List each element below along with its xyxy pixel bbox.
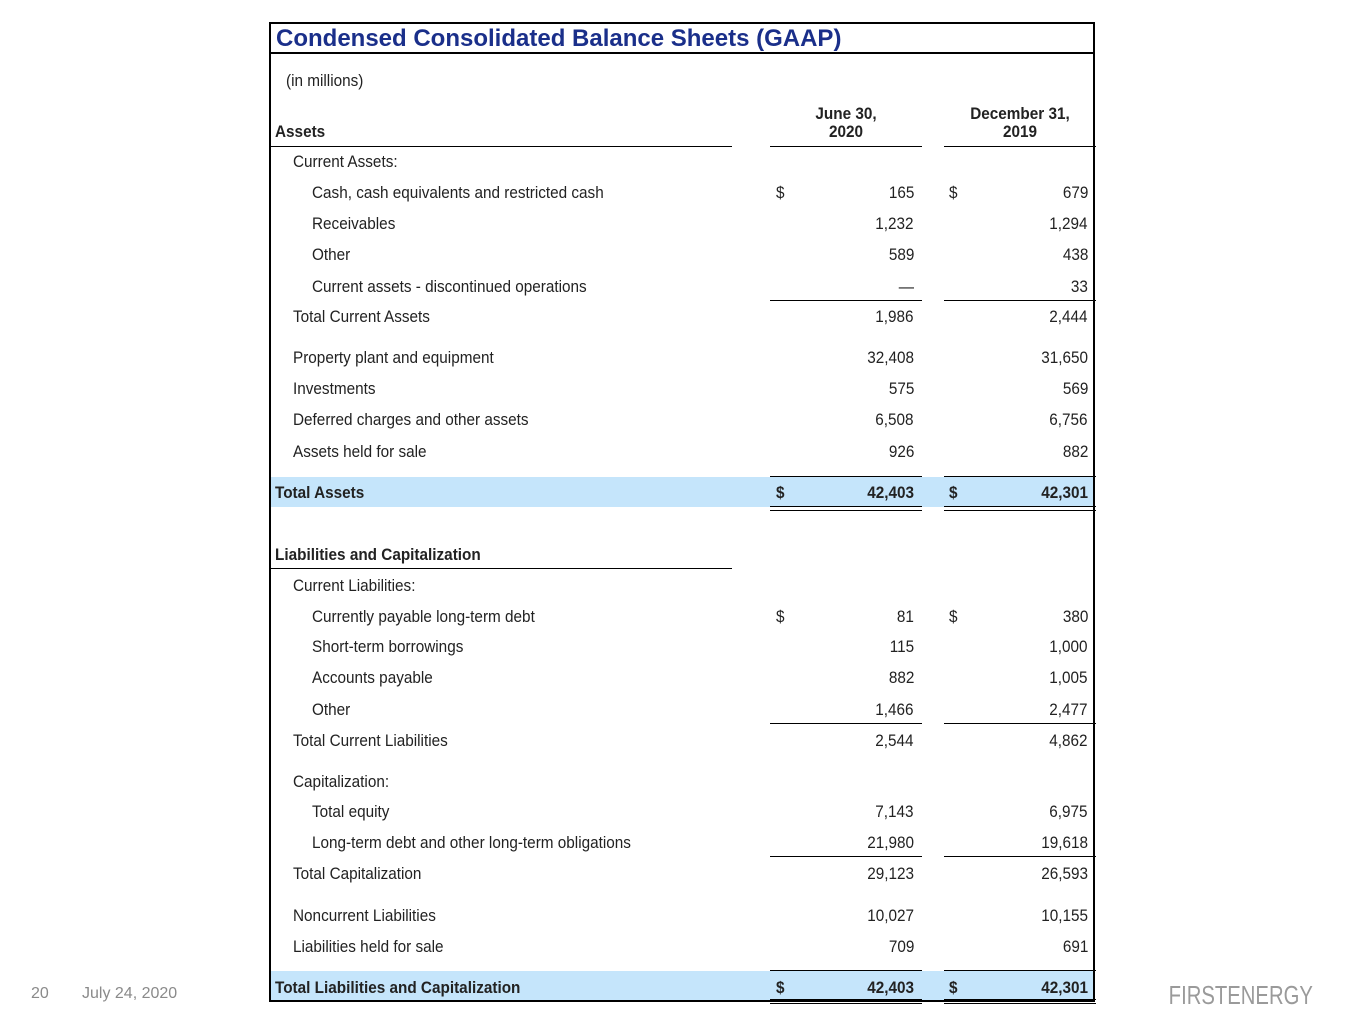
- june-2020-value: 42,403: [867, 978, 914, 997]
- june-2020-value: 7,143: [875, 802, 914, 821]
- dec-2019-value: 6,975: [1049, 802, 1088, 821]
- section-heading-assets: Assets: [275, 122, 326, 141]
- underline: [944, 476, 1096, 477]
- june-2020-value: 575: [888, 379, 914, 398]
- dec-2019-value: 42,301: [1041, 978, 1088, 997]
- table-row-label: Total equity: [312, 802, 390, 821]
- june-2020-value: —: [898, 277, 914, 296]
- underline: [944, 146, 1096, 147]
- june-2020-value: 6,508: [875, 410, 914, 429]
- dec-2019-value: 2,444: [1049, 307, 1088, 326]
- june-2020-value: 32,408: [867, 348, 914, 367]
- dec-2019-value: 380: [1062, 607, 1088, 626]
- underline: [269, 568, 732, 569]
- total-current-assets-label: Total Current Assets: [293, 307, 430, 326]
- currency-symbol: $: [949, 183, 958, 202]
- june-2020-value: 165: [888, 183, 914, 202]
- table-row-label: Currently payable long-term debt: [312, 607, 535, 626]
- underline: [944, 300, 1096, 301]
- table-row-label: Receivables: [312, 214, 396, 233]
- table-row-label: Accounts payable: [312, 668, 433, 687]
- total-current-liabilities-label: Total Current Liabilities: [293, 731, 448, 750]
- table-row-label: Cash, cash equivalents and restricted cash: [312, 183, 604, 202]
- dec-2019-value: 6,756: [1049, 410, 1088, 429]
- dec-2019-value: 438: [1062, 245, 1088, 264]
- underline: [770, 146, 922, 147]
- dec-2019-value: 26,593: [1041, 864, 1088, 883]
- dec-2019-value: 19,618: [1041, 833, 1088, 852]
- table-row-label: Deferred charges and other assets: [293, 410, 529, 429]
- dec-2019-value: 691: [1062, 937, 1088, 956]
- balance-sheet-table: [269, 22, 1095, 1002]
- underline: [770, 723, 922, 724]
- double-underline: [770, 999, 922, 1004]
- total-assets-label: Total Assets: [275, 483, 365, 502]
- june-2020-value: 589: [888, 245, 914, 264]
- table-row-label: Long-term debt and other long-term obligations: [312, 833, 631, 852]
- currency-symbol: $: [949, 483, 958, 502]
- total-capitalization-label: Total Capitalization: [293, 864, 422, 883]
- subsection-heading: Current Assets:: [293, 152, 398, 171]
- underline: [944, 856, 1096, 857]
- underline: [770, 300, 922, 301]
- double-underline: [944, 506, 1096, 511]
- column-header-dec-2019: December 31, 2019: [970, 104, 1070, 141]
- underline: [944, 970, 1096, 971]
- double-underline: [770, 506, 922, 511]
- section-heading-liabilities: Liabilities and Capitalization: [275, 545, 481, 564]
- brand-logo: FIRSTENERGY: [1168, 980, 1313, 1010]
- table-row-label: Property plant and equipment: [293, 348, 494, 367]
- underline: [770, 856, 922, 857]
- table-row-label: Investments: [293, 379, 376, 398]
- june-2020-value: 42,403: [867, 483, 914, 502]
- total-liabilities-label: Total Liabilities and Capitalization: [275, 978, 521, 997]
- underline: [770, 476, 922, 477]
- dec-2019-value: 31,650: [1041, 348, 1088, 367]
- dec-2019-value: 1,294: [1049, 214, 1088, 233]
- dec-2019-value: 1,005: [1049, 668, 1088, 687]
- page-title: Condensed Consolidated Balance Sheets (GAAP): [276, 25, 842, 52]
- june-2020-value: 1,466: [875, 700, 914, 719]
- june-2020-value: 29,123: [867, 864, 914, 883]
- june-2020-value: 81: [896, 607, 914, 626]
- total-assets-highlight: [271, 477, 1093, 507]
- underline: [269, 146, 732, 147]
- june-2020-value: 709: [888, 937, 914, 956]
- dec-2019-value: 882: [1062, 442, 1088, 461]
- column-header-june-2020: June 30, 2020: [815, 104, 877, 141]
- dec-2019-value: 42,301: [1041, 483, 1088, 502]
- dec-2019-value: 1,000: [1049, 637, 1088, 656]
- dec-2019-value: 569: [1062, 379, 1088, 398]
- title-bar: [271, 24, 1093, 54]
- currency-symbol: $: [776, 978, 785, 997]
- table-row-label: Current assets - discontinued operations: [312, 277, 587, 296]
- subsection-heading: Current Liabilities:: [293, 576, 416, 595]
- dec-2019-value: 2,477: [1049, 700, 1088, 719]
- table-row-label: Noncurrent Liabilities: [293, 906, 436, 925]
- june-2020-value: 10,027: [867, 906, 914, 925]
- june-2020-value: 2,544: [875, 731, 914, 750]
- currency-symbol: $: [949, 978, 958, 997]
- june-2020-value: 882: [888, 668, 914, 687]
- currency-symbol: $: [776, 483, 785, 502]
- dec-2019-value: 33: [1070, 277, 1088, 296]
- table-row-label: Other: [312, 245, 351, 264]
- table-row-label: Liabilities held for sale: [293, 937, 444, 956]
- double-underline: [944, 999, 1096, 1004]
- currency-symbol: $: [949, 607, 958, 626]
- underline: [770, 970, 922, 971]
- june-2020-value: 115: [889, 637, 914, 656]
- table-row-label: Short-term borrowings: [312, 637, 464, 656]
- june-2020-value: 926: [888, 442, 914, 461]
- underline: [944, 723, 1096, 724]
- units-note: (in millions): [286, 71, 364, 90]
- june-2020-value: 21,980: [867, 833, 914, 852]
- table-row-label: Other: [312, 700, 351, 719]
- currency-symbol: $: [776, 607, 785, 626]
- footer-date: July 24, 2020: [82, 985, 178, 1002]
- dec-2019-value: 10,155: [1041, 906, 1088, 925]
- subsection-heading: Capitalization:: [293, 772, 390, 791]
- june-2020-value: 1,986: [875, 307, 914, 326]
- dec-2019-value: 679: [1062, 183, 1088, 202]
- june-2020-value: 1,232: [875, 214, 914, 233]
- page-number: 20: [31, 985, 49, 1002]
- dec-2019-value: 4,862: [1049, 731, 1088, 750]
- currency-symbol: $: [776, 183, 785, 202]
- table-row-label: Assets held for sale: [293, 442, 427, 461]
